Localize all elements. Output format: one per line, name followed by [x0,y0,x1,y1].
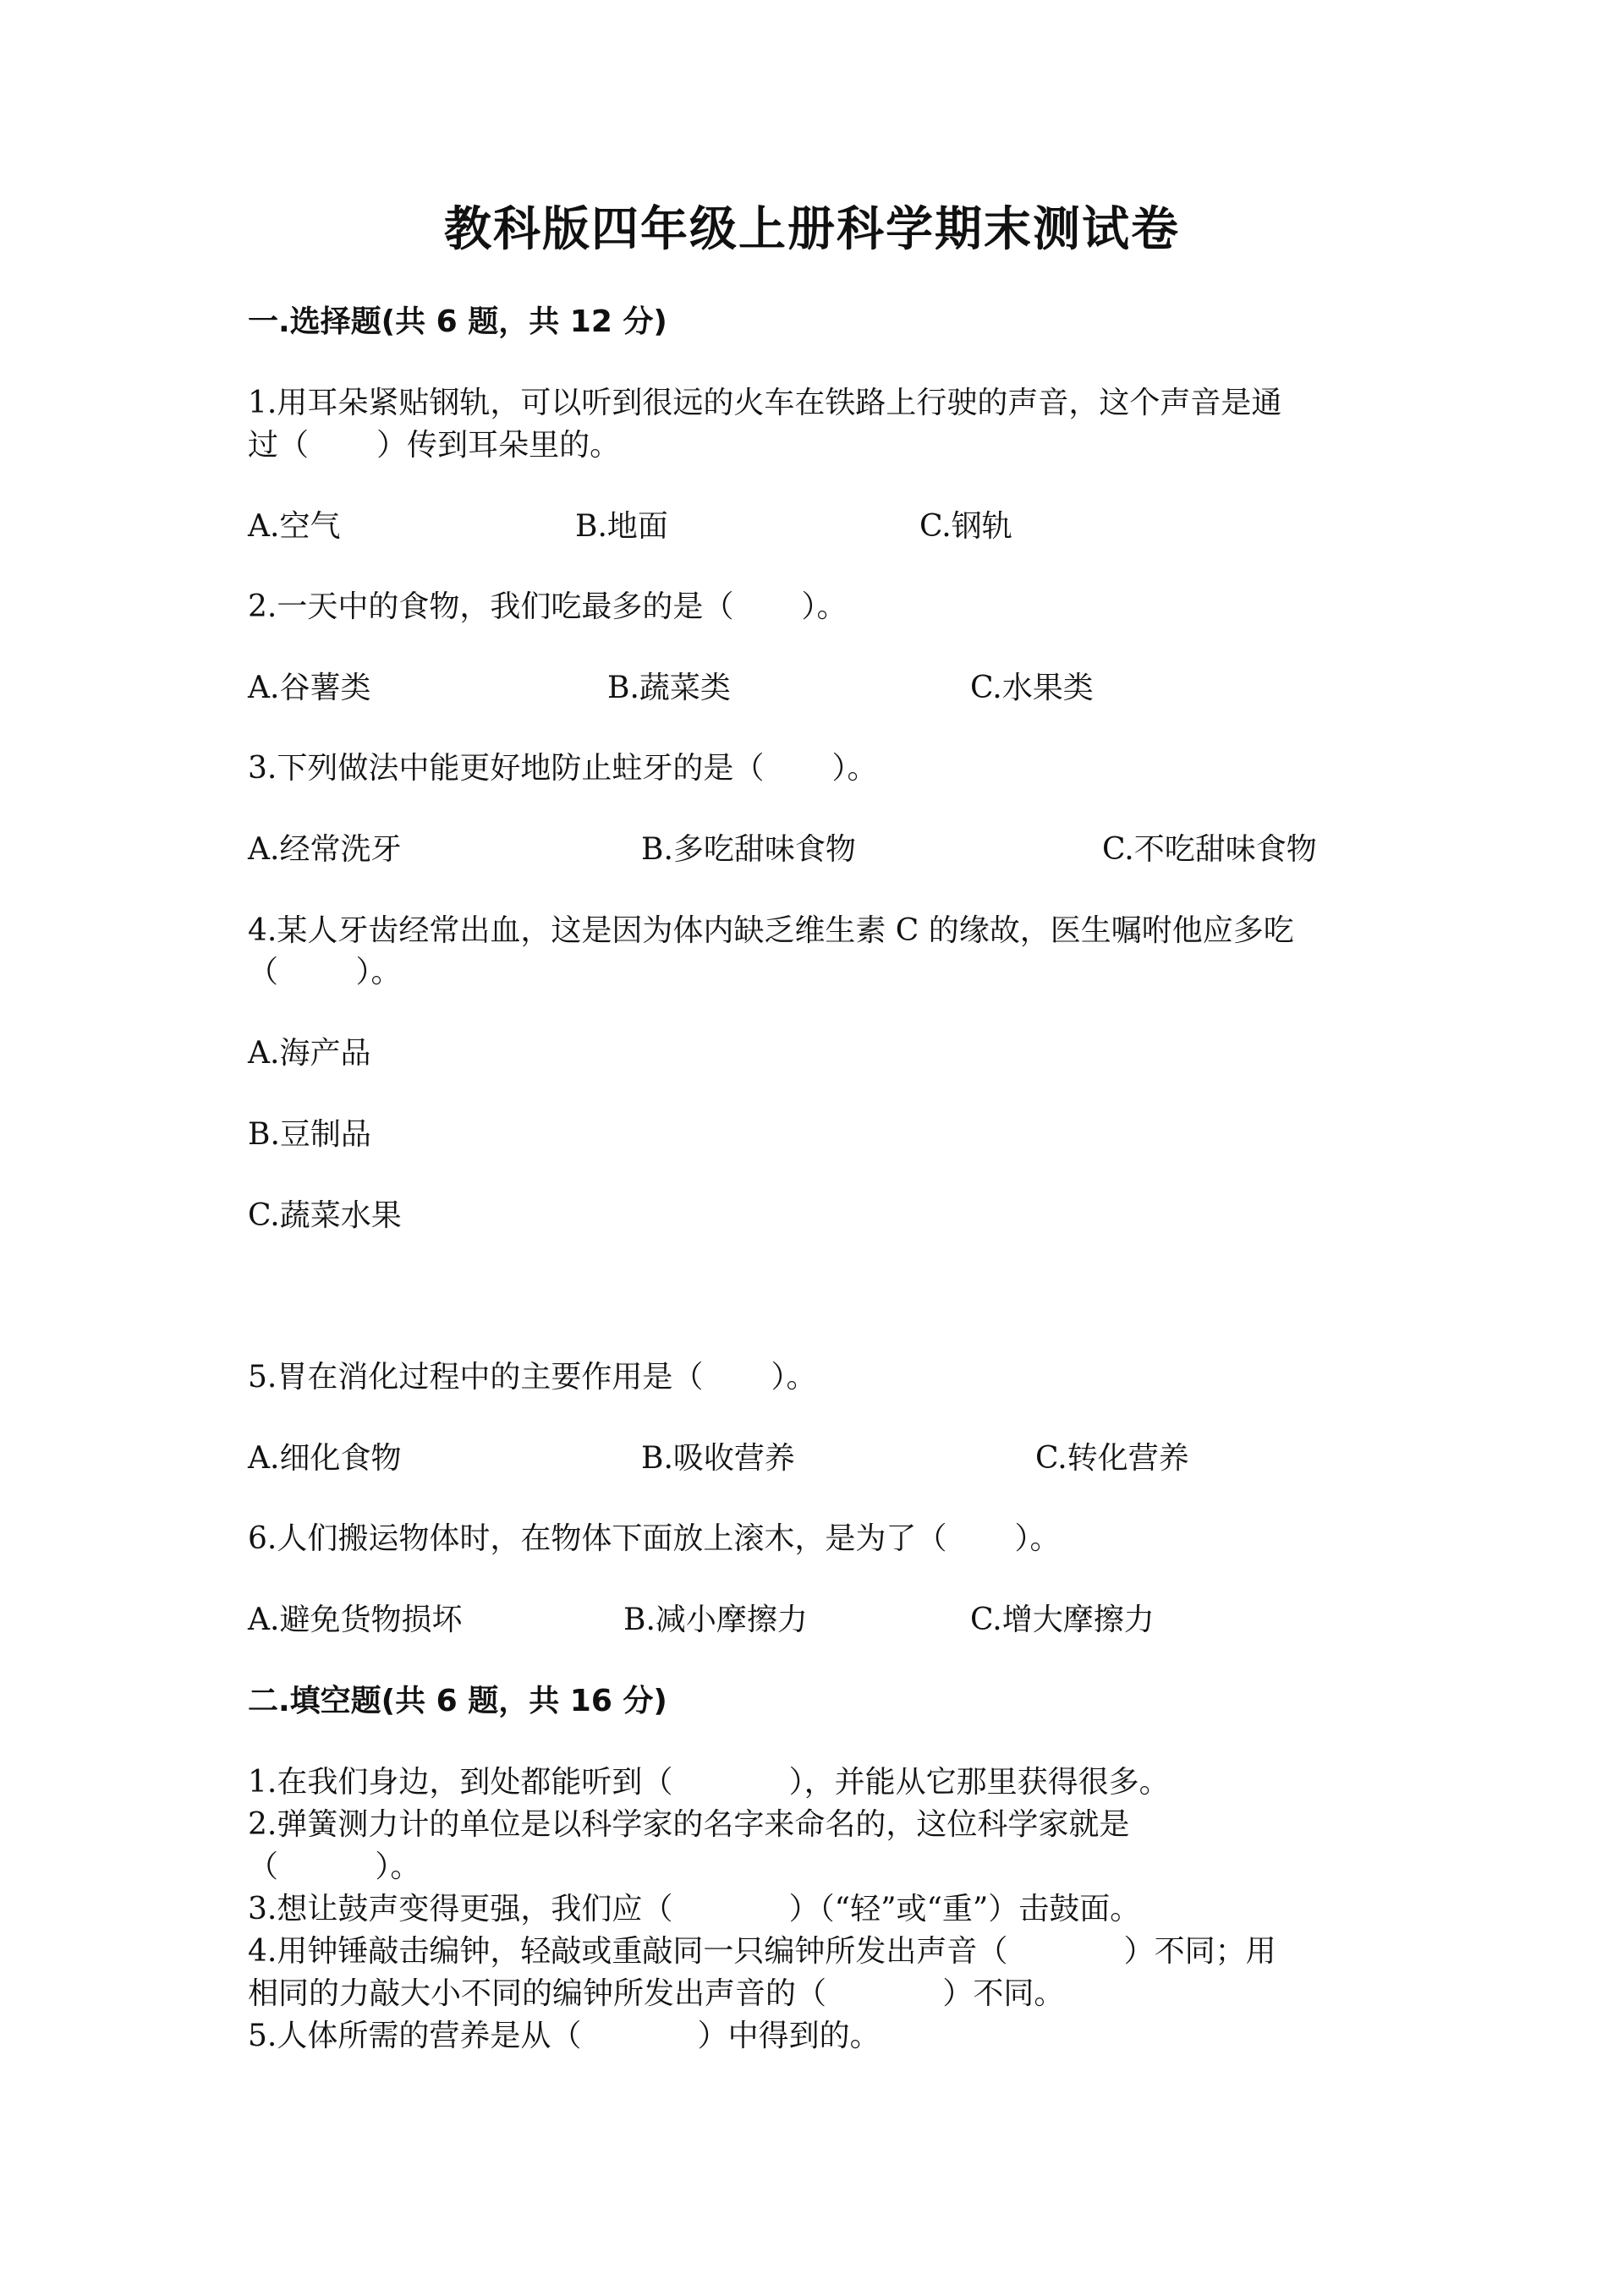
question-4-option-a: A.海产品 [248,1036,371,1071]
question-3-option-b: B.多吃甜味食物 [641,832,856,867]
question-3-line-1: 3.下列做法中能更好地防止蛀牙的是（ ）。 [248,751,878,786]
fill-in-line-3: （ ）。 [248,1849,421,1884]
fill-in-line-1: 1.在我们身边，到处都能听到（ ），并能从它那里获得很多。 [248,1765,1170,1800]
question-1-option-a: A.空气 [248,509,341,544]
question-4-option-c: C.蔬菜水果 [248,1198,402,1233]
question-3-option-c: C.不吃甜味食物 [1102,832,1317,867]
question-4-option-b: B.豆制品 [248,1117,371,1152]
question-3-option-a: A.经常洗牙 [248,832,402,867]
question-5-option-c: C.转化营养 [1035,1441,1189,1476]
question-1-option-b: B.地面 [575,509,668,544]
fill-in-line-2: 2.弹簧测力计的单位是以科学家的名字来命名的，这位科学家就是 [248,1807,1130,1842]
question-5-line-1: 5.胃在消化过程中的主要作用是（ ）。 [248,1360,817,1395]
section-heading-fill-in: 二.填空题(共 6 题，共 16 分) [248,1684,667,1718]
question-1-line-1: 1.用耳朵紧贴钢轨，可以听到很远的火车在铁路上行驶的声音，这个声音是通 [248,386,1282,420]
fill-in-line-6: 相同的力敲大小不同的编钟所发出声音的（ ）不同。 [248,1976,1065,2011]
question-5-option-a: A.细化食物 [248,1441,402,1476]
question-2-option-a: A.谷薯类 [248,671,371,705]
exam-title: 教科版四年级上册科学期末测试卷 [444,202,1180,257]
question-2-option-c: C.水果类 [970,671,1094,705]
question-5-option-b: B.吸收营养 [641,1441,795,1476]
fill-in-line-7: 5.人体所需的营养是从（ ）中得到的。 [248,2019,881,2053]
question-1-option-c: C.钢轨 [919,509,1012,544]
question-6-option-c: C.增大摩擦力 [970,1603,1155,1637]
question-2-option-b: B.蔬菜类 [607,671,731,705]
fill-in-line-5: 4.用钟锤敲击编钟，轻敲或重敲同一只编钟所发出声音（ ）不同；用 [248,1934,1276,1969]
question-4-line-2: （ ）。 [248,955,402,989]
question-4-line-1: 4.某人牙齿经常出血，这是因为体内缺乏维生素 C 的缘故，医生嘱咐他应多吃 [248,913,1294,948]
question-6-line-1: 6.人们搬运物体时，在物体下面放上滚木，是为了（ ）。 [248,1521,1061,1556]
question-1-line-2: 过（ ）传到耳朵里的。 [248,428,621,463]
question-2-line-1: 2.一天中的食物，我们吃最多的是（ ）。 [248,589,848,624]
question-6-option-a: A.避免货物损坏 [248,1603,463,1637]
fill-in-line-4: 3.想让鼓声变得更强，我们应（ ）（“轻”或“重”）击鼓面。 [248,1892,1141,1926]
section-heading-multiple-choice: 一.选择题(共 6 题，共 12 分) [248,304,667,339]
question-6-option-b: B.减小摩擦力 [623,1603,808,1637]
